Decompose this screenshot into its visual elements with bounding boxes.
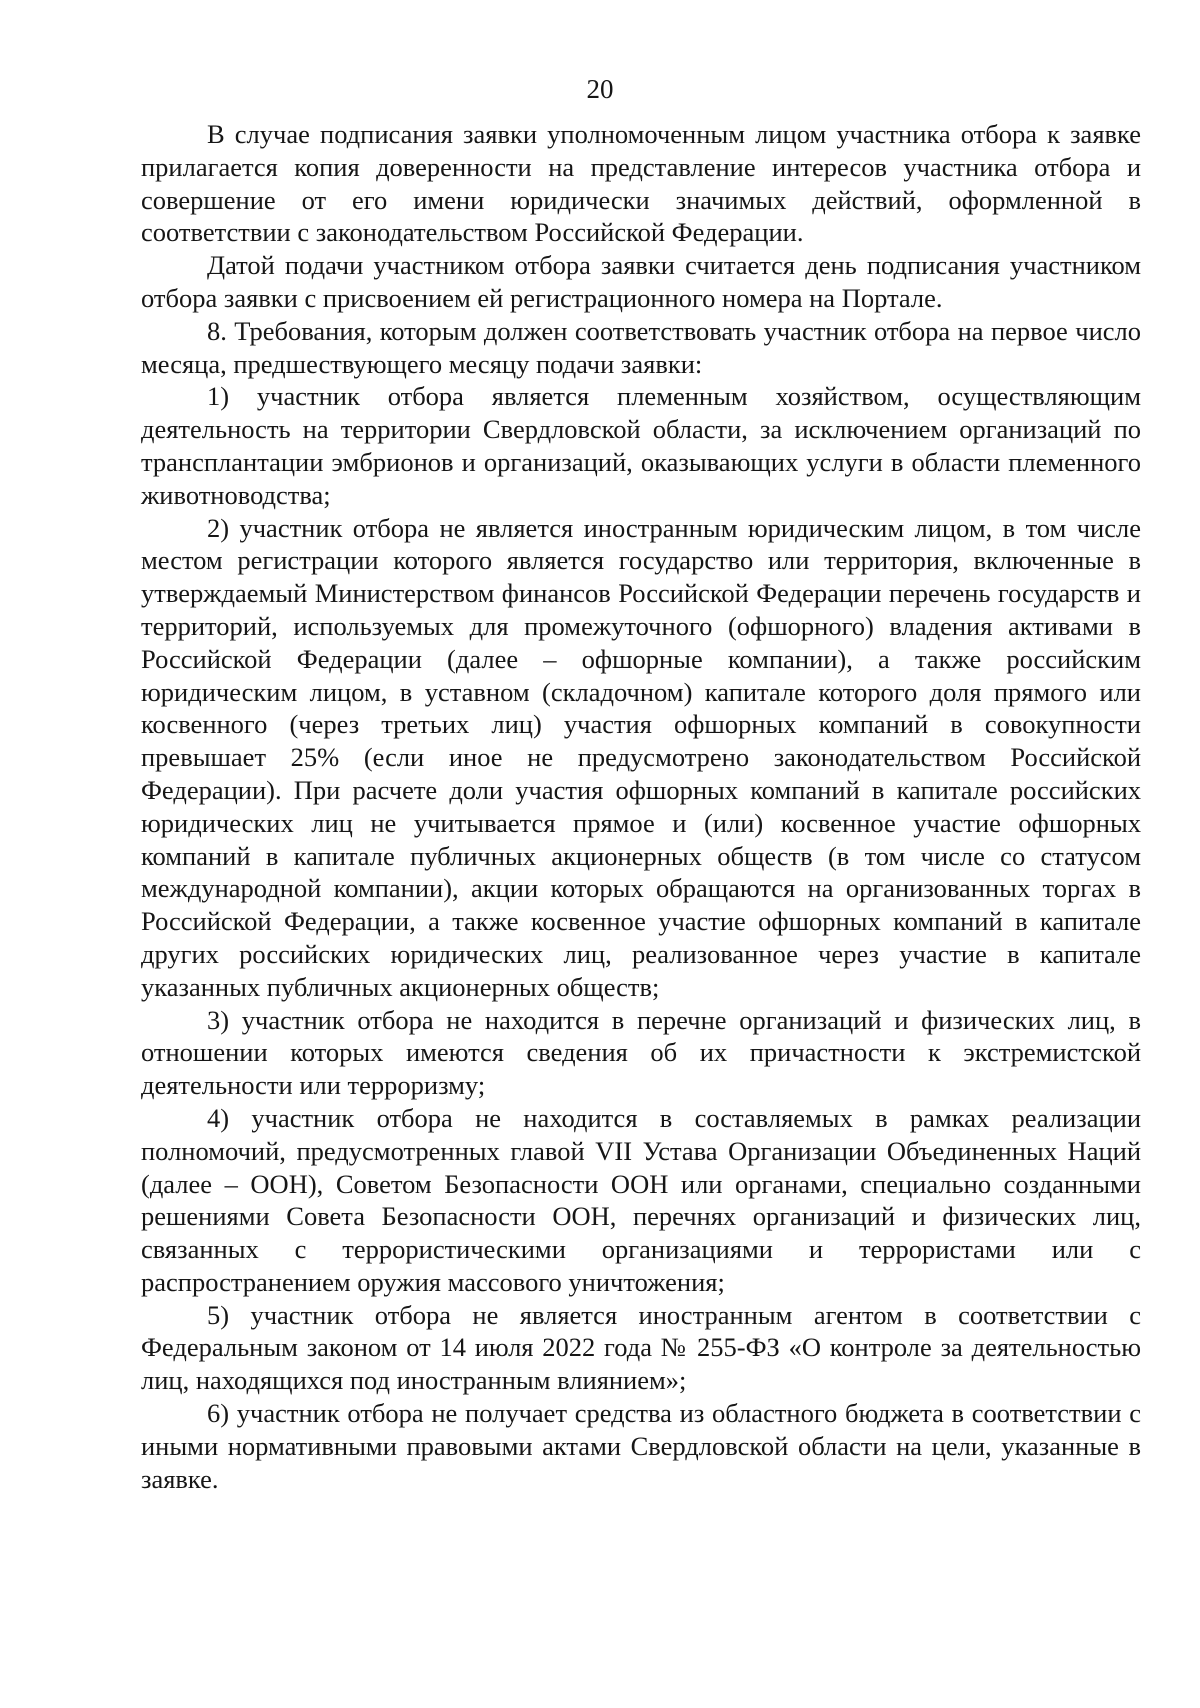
list-item-3: 3) участник отбора не находится в перечне организаций и физических лиц, в отношении которых имеются сведения об их причастности к экстремистской деятельности или терроризму;: [141, 1004, 1141, 1101]
list-item-6: 6) участник отбора не получает средства из областного бюджета в соответствии с иными нормативными правовыми актами Свердловской области на цели, указанные в заявке.: [141, 1398, 1141, 1494]
paragraph-signing-by-representative: В случае подписания заявки уполномоченным лицом участника отбора к заявке прилагается копия доверенности на представление интересов участника отбора и совершение от его имени юридически значимых действий, оформленной в соответствии с законодательством Российской Федерации.: [141, 119, 1141, 248]
page-number: 20: [586, 74, 614, 104]
list-item-1: 1) участник отбора является племенным хозяйством, осуществляющим деятельность на территории Свердловской области, за исключением организаций по трансплантации эмбрионов и организаций, оказывающих услуги в области племенного животноводства;: [141, 381, 1141, 510]
list-item-2: 2) участник отбора не является иностранным юридическим лицом, в том числе местом регистрации которого является государство или территория, включенные в утверждаемый Министерством финансов Российской Федерации перечень государств и территорий, используемых для промежуточного (офшорного) владения активами в Российской Федерации (далее – офшорные компании), а также российским юридическим лицом, в уставном (складочном) капитале которого доля прямого или косвенного (через третьих лиц) участия офшорных компаний в совокупности превышает 25% (если иное не предусмотрено законодательством Российской Федерации). При расчете доли участия офшорных компаний в капитале российских юридических лиц не учитывается прямое и (или) косвенное участие офшорных компаний в капитале публичных акционерных обществ (в том числе со статусом международной компании), акции которых обращаются на организованных торгах в Российской Федерации, а также косвенное участие офшорных компаний в капитале других российских юридических лиц, реализованное через участие в капитале указанных публичных акционерных обществ;: [141, 512, 1141, 1002]
paragraph-submission-date: Датой подачи участником отбора заявки считается день подписания участником отбора заявки с присвоением ей регистрационного номера на Портале.: [141, 250, 1141, 313]
list-item-4: 4) участник отбора не находится в составляемых в рамках реализации полномочий, предусмотренных главой VII Устава Организации Объединенных Наций (далее – ООН), Советом Безопасности ООН или органами, специально созданными решениями Совета Безопасности ООН, перечнях организаций и физических лиц, связанных с террористическими организациями и террористами или с распространением оружия массового уничтожения;: [141, 1102, 1141, 1297]
paragraph-requirements-heading: 8. Требования, которым должен соответствовать участник отбора на первое число месяца, предшествующего месяцу подачи заявки:: [141, 315, 1141, 379]
document-body: [141, 118, 1141, 1495]
list-item-5: 5) участник отбора не является иностранным агентом в соответствии с Федеральным законом от 14 июля 2022 года № 255-ФЗ «О контроле за деятельностью лиц, находящихся под иностранным влиянием»;: [141, 1299, 1141, 1396]
